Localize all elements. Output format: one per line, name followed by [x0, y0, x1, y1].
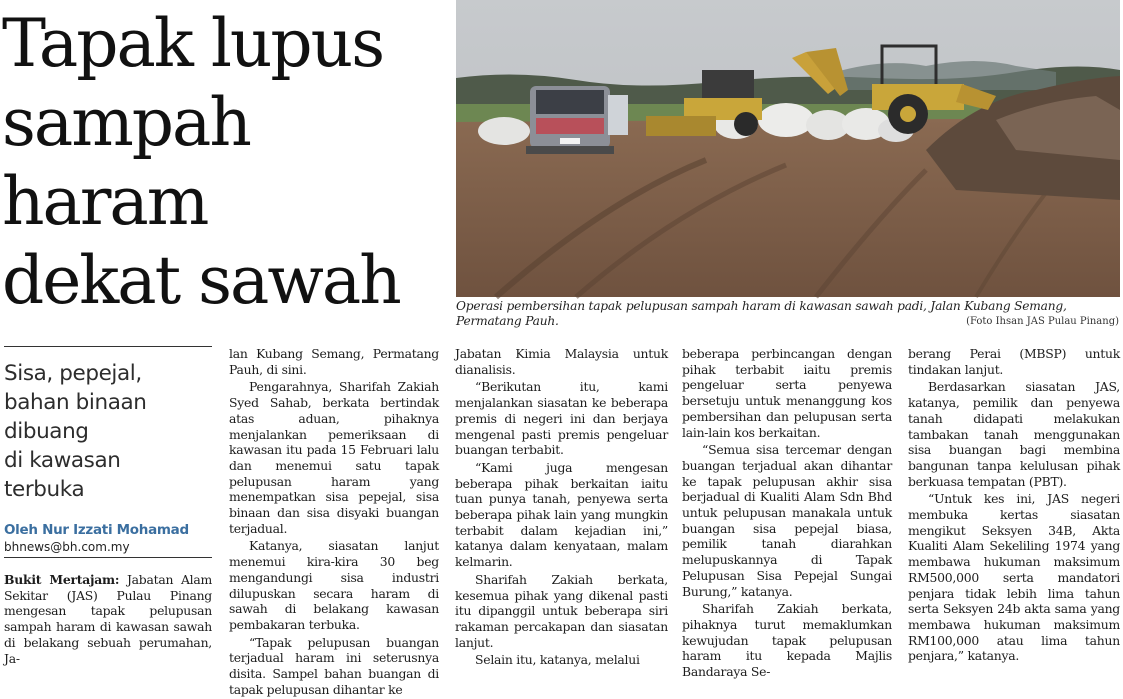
headline-line-4: dekat sawah [2, 242, 400, 319]
standfirst-line: bahan binaan [4, 390, 147, 415]
article-column-4 [682, 346, 892, 682]
paragraph: Sharifah Zakiah berkata, pihaknya turut memaklumkan kewujudan tapak pelupusan haram itu kepada Majlis Bandaraya Se- [682, 601, 892, 680]
standfirst-line: dibuang [4, 419, 89, 444]
standfirst-line: Sisa, pepejal, [4, 361, 142, 386]
photo-caption: Operasi pembersihan tapak pelupusan sampah haram di kawasan sawah padi, Jalan Kubang Semang, Permatang Pauh. [456, 299, 1067, 328]
paragraph: “Untuk kes ini, JAS negeri membuka kertas siasatan mengikut Seksyen 34B, Akta Kualiti Alam Sekeliling 1974 yang membawa hukuman maksimum RM500,000 serta mandatori penjara tidak lebih lima tahun serta Seksyen 24b akta sama yang membawa hukuman maksimum RM100,000 atau lima tahun penjara,” katanya. [908, 491, 1120, 664]
paragraph: “Berikutan itu, kami menjalankan siasatan ke beberapa premis di negeri ini dan berjaya mengenal pasti premis pengeluar buangan terbabit. [455, 379, 668, 458]
headline-line-1: Tapak lupus [2, 5, 384, 82]
headline-line-3: haram [2, 163, 208, 240]
paragraph: beberapa perbincangan dengan pihak terbabit iaitu premis pengeluar serta penyewa bersetuju untuk menanggung kos pembersihan dan pelupusan serta lain-lain kos berkaitan. [682, 346, 892, 440]
paragraph: Selain itu, katanya, melalui [475, 652, 640, 668]
paragraph-text: Jabatan Alam Sekitar (JAS) Pulau Pinang mengesan tapak pelupusan sampah haram di kawasan sawah di belakang sebuah perumahan, Ja- [4, 572, 212, 666]
paragraph: Katanya, siasatan lanjut menemui kira-kira 30 beg mengandungi sisa industri dilupuskan secara haram di sawah di belakang kawasan pembakaran terbuka. [229, 538, 439, 632]
headline [2, 4, 452, 320]
standfirst-line: di kawasan [4, 448, 121, 473]
article-column-1 [4, 572, 212, 668]
article-column-3 [455, 346, 668, 670]
dateline: Bukit Mertajam: [4, 572, 120, 587]
paragraph: “Semua sisa tercemar dengan buangan terjadual akan dihantar ke tapak pelupusan akhir sisa berjadual di Kualiti Alam Sdn Bhd untuk pelupusan manakala untuk buangan sisa pepejal biasa, pemilik tanah diarahkan melupuskannya di Tapak Pelupusan Sisa Pepejal Sungai Burung,” katanya. [682, 442, 892, 599]
news-photo [456, 0, 1120, 297]
paragraph: “Kami juga mengesan beberapa pihak berkaitan iaitu tuan punya tanah, penyewa serta beberapa pihak lain yang mungkin terbabit dalam kejadian ini,” katanya dalam kenyataan, malam kelmarin. [455, 459, 668, 570]
paragraph: berang Perai (MBSP) untuk tindakan lanjut. [908, 346, 1120, 377]
article-column-5 [908, 346, 1120, 666]
article-column-2 [229, 346, 439, 699]
headline-line-2: sampah [2, 84, 250, 161]
paragraph: Pengarahnya, Sharifah Zakiah Syed Sahab, berkata bertindak atas aduan, pihaknya menjalankan pemeriksaan di kawasan itu pada 15 Februari lalu dan menemui satu tapak pelupusan haram yang menempatkan sisa pepejal, sisa binaan dan sisa disyaki buangan terjadual. [229, 379, 439, 536]
standfirst-line: terbuka [4, 477, 85, 502]
standfirst [4, 346, 212, 504]
paragraph: “Tapak pelupusan buangan terjadual haram ini seterusnya disita. Sampel bahan buangan di tapak pelupusan dihantar ke [229, 634, 439, 697]
paragraph: lan Kubang Semang, Permatang Pauh, di sini. [229, 346, 439, 377]
lead-paragraph [4, 572, 212, 666]
paragraph: Berdasarkan siasatan JAS, katanya, pemilik dan penyewa tanah didapati melakukan tambakan tanah menggunakan sisa buangan bagi membina bangunan tanpa kelulusan pihak berkuasa tempatan (PBT). [908, 379, 1120, 489]
paragraph: Sharifah Zakiah berkata, kesemua pihak yang dikenal pasti itu dipanggil untuk beberapa siri rakaman percakapan dan siasatan lanjut. [455, 571, 668, 650]
author-email[interactable]: bhnews@bh.com.my [4, 540, 212, 558]
byline: Oleh Nur Izzati Mohamad [4, 522, 189, 538]
paragraph: Jabatan Kimia Malaysia untuk dianalisis. [455, 346, 668, 377]
photo-credit: (Foto Ihsan JAS Pulau Pinang) [966, 316, 1119, 327]
